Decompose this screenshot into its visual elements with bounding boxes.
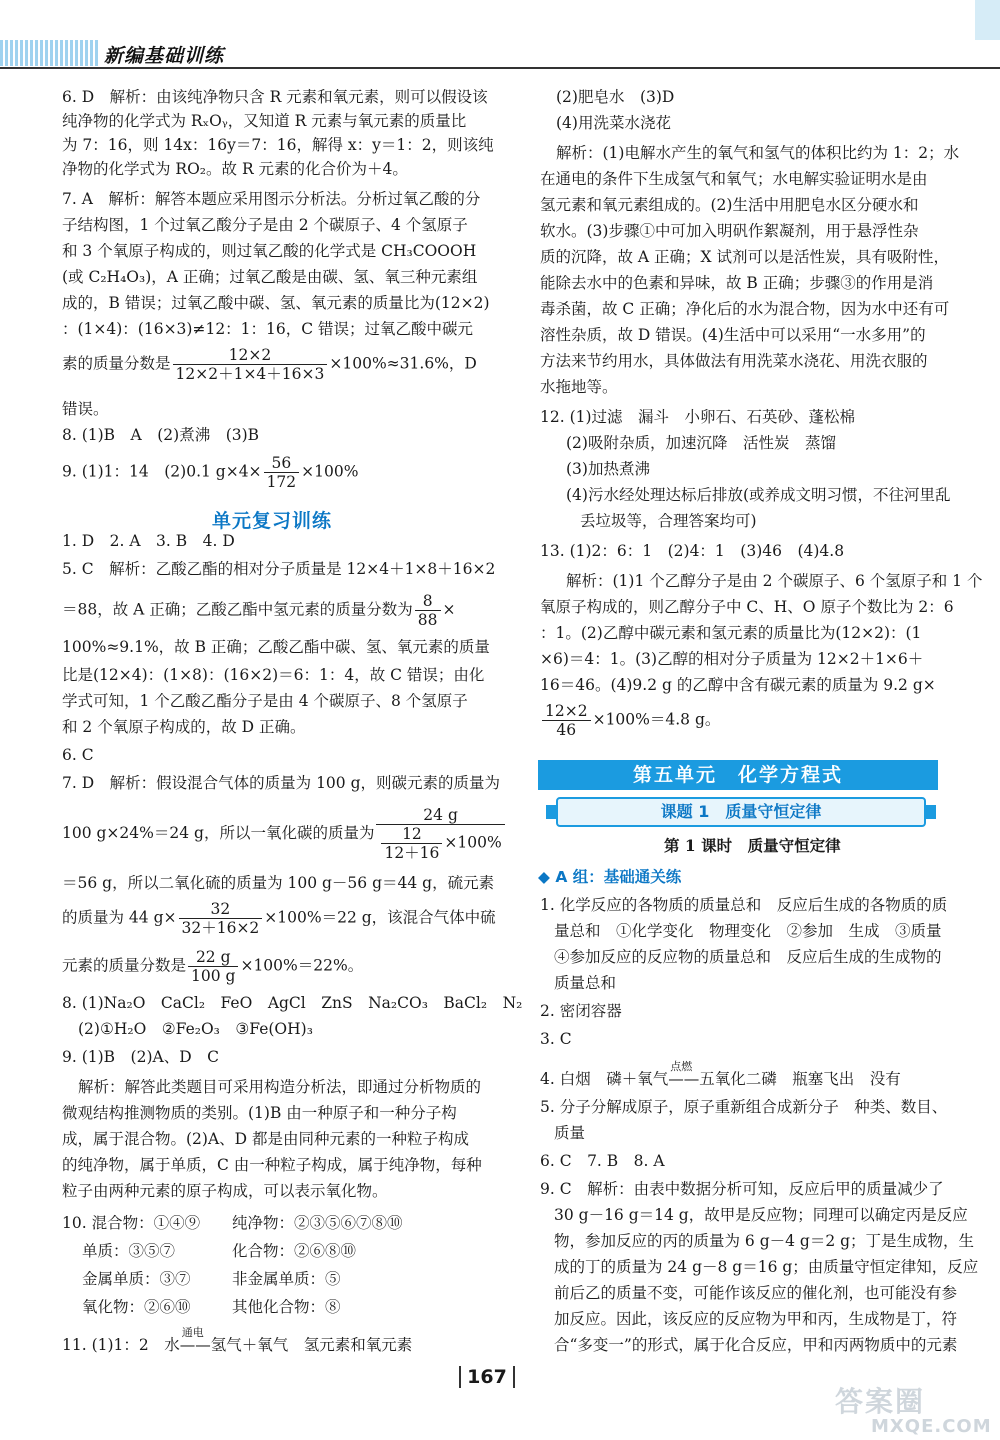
q9-pre: 9. (1)1：14 (2)0.1 g×4× — [62, 462, 262, 481]
q7-fraction — [173, 346, 328, 383]
q7-line: ：(1×4)：(16×3)≠12：1：16，C 错误；过氧乙酸中碳元 — [62, 320, 474, 338]
q13-line: 氧原子构成的，则乙醇分子中 C、H、O 原子个数比为 2：6 — [540, 598, 954, 616]
p9-line: 物，参加反应的丙的质量为 6 g－4 g＝2 g；丁是生成物，生 — [554, 1232, 975, 1250]
p5-line: 5. 分子分解成原子，原子重新组合成新分子 种类、数目、 — [540, 1098, 948, 1116]
frac-denominator — [376, 825, 504, 862]
q7-line: 成的，B 错误；过氧乙酸中碳、氢、氧元素的质量比为(12×2) — [62, 294, 490, 312]
r10-right: 其他化合物：⑧ — [232, 1298, 341, 1316]
q9-line — [62, 454, 358, 491]
frac-denominator: 12＋16 — [384, 844, 440, 862]
p9-line: 加反应。因此，该反应的反应物为甲和丙，生成物是丁，符 — [554, 1310, 958, 1328]
unit-title-banner: 第五单元 化学方程式 — [538, 760, 938, 790]
q6-line: 纯净物的化学式为 RₓOᵧ，又知道 R 元素与氧元素的质量比 — [62, 112, 467, 130]
r7b-pre: 100 g×24%＝24 g，所以一氧化碳的质量为 — [62, 824, 375, 842]
q6-line: 净物的化学式为 RO₂。故 R 元素的化合价为＋4。 — [62, 160, 408, 178]
r7d-post: ×100%＝22 g，该混合气体中硫 — [264, 908, 496, 927]
q6-line: 为 7：16，则 14x：16y＝7：16，解得 x：y＝1：2，则该纯 — [62, 136, 494, 154]
review-line: 比是(12×4)：(1×8)：(16×2)＝6：1：4，故 C 错误；由化 — [62, 666, 485, 684]
q7-end: 错误。 — [62, 400, 109, 418]
p6-line: 6. C 7. B 8. A — [540, 1152, 665, 1170]
right-line: 解析：(1)电解水产生的氧气和氢气的体积比约为 1：2；水 — [556, 144, 960, 162]
p9-line: 9. C 解析：由表中数据分析可知，反应后甲的质量减少了 — [540, 1180, 944, 1198]
frac-numerator: 56 — [264, 454, 300, 473]
frac-numerator: 12×2 — [173, 346, 328, 365]
right-line: 毒杀菌，故 C 正确；净化后的水为混合物，因为水中还有可 — [540, 300, 950, 318]
right-line: 溶性杂质，故 D 错误。(4)生活中可以采用“一水多用”的 — [540, 326, 926, 344]
q12-line: (3)加热煮沸 — [566, 460, 650, 478]
review-line: (2)①H₂O ②Fe₂O₃ ③Fe(OH)₃ — [78, 1020, 313, 1038]
watermark-url: MXQE.COM — [871, 1416, 992, 1437]
review-line: 和 2 个氧原子构成的，故 D 正确。 — [62, 718, 306, 736]
review-complex-frac — [62, 806, 507, 862]
right-line: 水拖地等。 — [540, 378, 618, 396]
group-a-label: A 组：基础通关练 — [555, 868, 682, 886]
reaction-arrow: 点燃 —— — [668, 1068, 699, 1090]
q7-line: 和 3 个氧原子构成的，则过氧乙酸的化学式是 CH₃COOOH — [62, 242, 477, 260]
diamond-icon: ◆ — [538, 868, 556, 886]
r5b-post: × — [442, 600, 456, 619]
r10-right: 化合物：②⑥⑧⑩ — [232, 1242, 357, 1260]
r7d-pre: 的质量为 44 g× — [62, 908, 177, 927]
r10-left: 金属单质：③⑦ — [82, 1270, 191, 1288]
frac-denominator: 32＋16×2 — [181, 919, 260, 937]
q13-line: ：1。(2)乙醇中碳元素和氢元素的质量比为(12×2)：(1 — [540, 624, 922, 642]
reaction-condition: 通电 — [181, 1326, 204, 1339]
r11-pre: 11. (1)1：2 水 — [62, 1336, 180, 1354]
r7e-pre: 元素的质量分数是 — [62, 956, 187, 975]
q7-line: 子结构图，1 个过氧乙酸分子是由 2 个碳原子、4 个氢原子 — [62, 216, 468, 234]
review-line: 粒子由两种元素的原子构成，可以表示氧化物。 — [62, 1182, 388, 1200]
q12-line: (2)吸附杂质，加速沉降 活性炭 蒸馏 — [566, 434, 836, 452]
review-line: 1. D 2. A 3. B 4. D — [62, 532, 235, 550]
frac-numerator: 32 — [179, 900, 263, 919]
q7-line: 7. A 解析：解答本题应采用图示分析法。分析过氧乙酸的分 — [62, 190, 481, 208]
frac-denominator: 88 — [417, 611, 438, 629]
review-line: 5. C 解析：乙酸乙酯的相对分子质量是 12×4＋1×8＋16×2 — [62, 560, 496, 578]
p1-line: 量总和 ①化学变化 物理变化 ②参加 生成 ③质量 — [554, 922, 942, 940]
frac-numerator: 22 g — [188, 948, 238, 967]
review-line: 学式可知，1 个乙酸乙酯分子是由 4 个碳原子、8 个氢原子 — [62, 692, 468, 710]
right-line: 能除去水中的色素和异味，故 B 正确；步骤③的作用是消 — [540, 274, 934, 292]
r7-complex-fraction — [376, 806, 504, 862]
p1-line: 1. 化学反应的各物质的质量总和 反应后生成的各物质的质 — [540, 896, 948, 914]
frac-denominator: 100 g — [191, 967, 236, 985]
r7e-post: ×100%＝22%。 — [240, 956, 364, 975]
reaction-condition: 点燃 — [670, 1060, 693, 1073]
review-line: 8. (1)Na₂O CaCl₂ FeO AgCl ZnS Na₂CO₃ BaCl₂ N₂ — [62, 994, 523, 1012]
r7e-fraction — [188, 948, 238, 985]
p9-line: 成的丁的质量为 24 g－8 g＝16 g；由质量守恒定律知，反应 — [554, 1258, 979, 1276]
q13c-post: ×100%＝4.8 g。 — [592, 710, 721, 729]
r10-right: 纯净物：②③⑤⑥⑦⑧⑩ — [232, 1214, 403, 1232]
review-line: 6. C — [62, 746, 94, 764]
header-corner-decor — [975, 0, 1000, 40]
p4-line — [540, 1060, 901, 1090]
frac-denominator: 12×2＋1×4＋16×3 — [175, 365, 325, 383]
q12-line: 12. (1)过滤 漏斗 小卵石、石英砂、蓬松棉 — [540, 408, 856, 426]
q8-line: 8. (1)B A (2)煮沸 (3)B — [62, 426, 260, 444]
frac-numerator: 12×2 — [542, 702, 591, 721]
right-line: 质的沉降，故 A 正确；X 试剂可以是活性炭，具有吸附性， — [540, 248, 950, 266]
period-title: 第 1 课时 质量守恒定律 — [664, 836, 841, 855]
review-line: 解析：解答此类题目可采用构造分析法，即通过分析物质的 — [78, 1078, 482, 1096]
right-line: 方法来节约用水，具体做法有用洗菜水浇花、用洗衣服的 — [540, 352, 928, 370]
q12-line: 丢垃圾等，合理答案均可) — [580, 512, 757, 530]
review-line: 成，属于混合物。(2)A、D 都是由同种元素的一种粒子构成 — [62, 1130, 470, 1148]
review-line: 100%≈9.1%，故 B 正确；乙酸乙酯中碳、氢、氧元素的质量 — [62, 638, 490, 656]
frac-denominator: 172 — [266, 473, 297, 491]
q9-post: ×100% — [301, 462, 359, 481]
review-frac-line — [62, 592, 456, 629]
p1-line: 质量总和 — [554, 974, 617, 992]
p9-line: 前后乙的质量不变，可能作该反应的催化剂，也可能没有参 — [554, 1284, 958, 1302]
right-line: (2)肥皂水 (3)D — [556, 88, 675, 106]
p1-line: ④参加反应的反应物的质量总和 反应后生成的生成物的 — [554, 948, 942, 966]
header-decor-band — [0, 40, 100, 66]
r7d-fraction — [179, 900, 263, 937]
p3-line: 3. C — [540, 1030, 572, 1048]
r11-post: 氢气＋氧气 氢元素和氧元素 — [210, 1336, 413, 1354]
reaction-arrow: 通电 —— — [180, 1334, 211, 1356]
review-frac-line — [62, 948, 363, 985]
q12-line: (4)污水经处理达标后排放(或养成文明习惯，不往河里乱 — [566, 486, 951, 504]
right-line: 在通电的条件下生成氢气和氧气；水电解实验证明水是由 — [540, 170, 928, 188]
q6-line: 6. D 解析：由该纯净物只含 R 元素和氧元素，则可以假设该 — [62, 88, 488, 106]
q7-frac-pre: 素的质量分数是 — [62, 354, 171, 373]
q13-line: 13. (1)2：6：1 (2)4：1 (3)46 (4)4.8 — [540, 542, 845, 560]
q7-frac-post: ×100%≈31.6%，D — [329, 354, 477, 373]
review-frac-line — [62, 900, 496, 937]
q13-line: 16＝46。(4)9.2 g 的乙醇中含有碳元素的质量为 9.2 g× — [540, 676, 936, 694]
r10-left: 10. 混合物：①④⑨ — [62, 1214, 201, 1232]
p4-pre: 4. 白烟 磷＋氧气 — [540, 1070, 669, 1088]
inner-fraction — [381, 825, 442, 862]
q7-line: (或 C₂H₄O₃)，A 正确；过氧乙酸是由碳、氢、氧三种元素组 — [62, 268, 478, 286]
page-number: 167 — [459, 1366, 515, 1388]
p9-line: 30 g－16 g＝14 g，故甲是反应物；同理可以确定丙是反应 — [554, 1206, 968, 1224]
page-header — [0, 0, 1000, 68]
frac-denominator: 46 — [556, 721, 577, 739]
review-line: 7. D 解析：假设混合气体的质量为 100 g，则碳元素的质量为 — [62, 774, 501, 792]
lesson-title-banner: 课题 1 质量守恒定律 — [556, 797, 926, 827]
r10-left: 氧化物：②⑥⑩ — [82, 1298, 191, 1316]
section-title: 单元复习训练 — [212, 510, 333, 532]
header-rule — [0, 67, 1000, 69]
frac-numerator: 8 — [415, 592, 441, 611]
q13-line: ×6)＝4：1。(3)乙醇的相对分子质量为 12×2＋1×6＋ — [540, 650, 924, 668]
inner-post: ×100% — [444, 833, 502, 852]
watermark-logo — [835, 1380, 1000, 1440]
p2-line: 2. 密闭容器 — [540, 1002, 622, 1020]
review-line: ＝56 g，所以二氧化硫的质量为 100 g－56 g＝44 g，硫元素 — [62, 874, 495, 892]
r5b-pre: ＝88，故 A 正确；乙酸乙酯中氢元素的质量分数为 — [62, 600, 413, 619]
p5-line: 质量 — [554, 1124, 586, 1142]
q13-frac-line — [540, 702, 720, 739]
r11-line — [62, 1326, 413, 1356]
r10-left: 单质：③⑤⑦ — [82, 1242, 176, 1260]
review-line: 9. (1)B (2)A、D C — [62, 1048, 219, 1066]
right-line: (4)用洗菜水浇花 — [556, 114, 671, 132]
q7-fraction-line — [62, 346, 477, 383]
review-line: 微观结构推测物质的类别。(1)B 由一种原子和一种分子构 — [62, 1104, 457, 1122]
group-a-heading — [538, 866, 681, 888]
p4-post: 五氧化二磷 瓶塞飞出 没有 — [699, 1070, 901, 1088]
q13-line: 解析：(1)1 个乙醇分子是由 2 个碳原子、6 个氢原子和 1 个 — [566, 572, 983, 590]
right-line: 软水。(3)步骤①中可加入明矾作絮凝剂，用于悬浮性杂 — [540, 222, 919, 240]
frac-numerator: 12 — [381, 825, 442, 844]
header-title: 新编基础训练 — [104, 45, 225, 67]
right-line: 氢元素和氧元素组成的。(2)生活中用肥皂水区分硬水和 — [540, 196, 919, 214]
r10-right: 非金属单质：⑤ — [232, 1270, 341, 1288]
watermark-text: 答案圈 — [835, 1385, 926, 1418]
p9-line: 合“多变一”的形式，属于化合反应，甲和丙两物质中的元素 — [554, 1336, 958, 1354]
review-line: 的纯净物，属于单质，C 由一种粒子构成，属于纯净物，每种 — [62, 1156, 482, 1174]
q13-fraction — [542, 702, 591, 739]
q9-fraction — [264, 454, 300, 491]
r5-fraction — [415, 592, 441, 629]
frac-numerator: 24 g — [376, 806, 504, 825]
